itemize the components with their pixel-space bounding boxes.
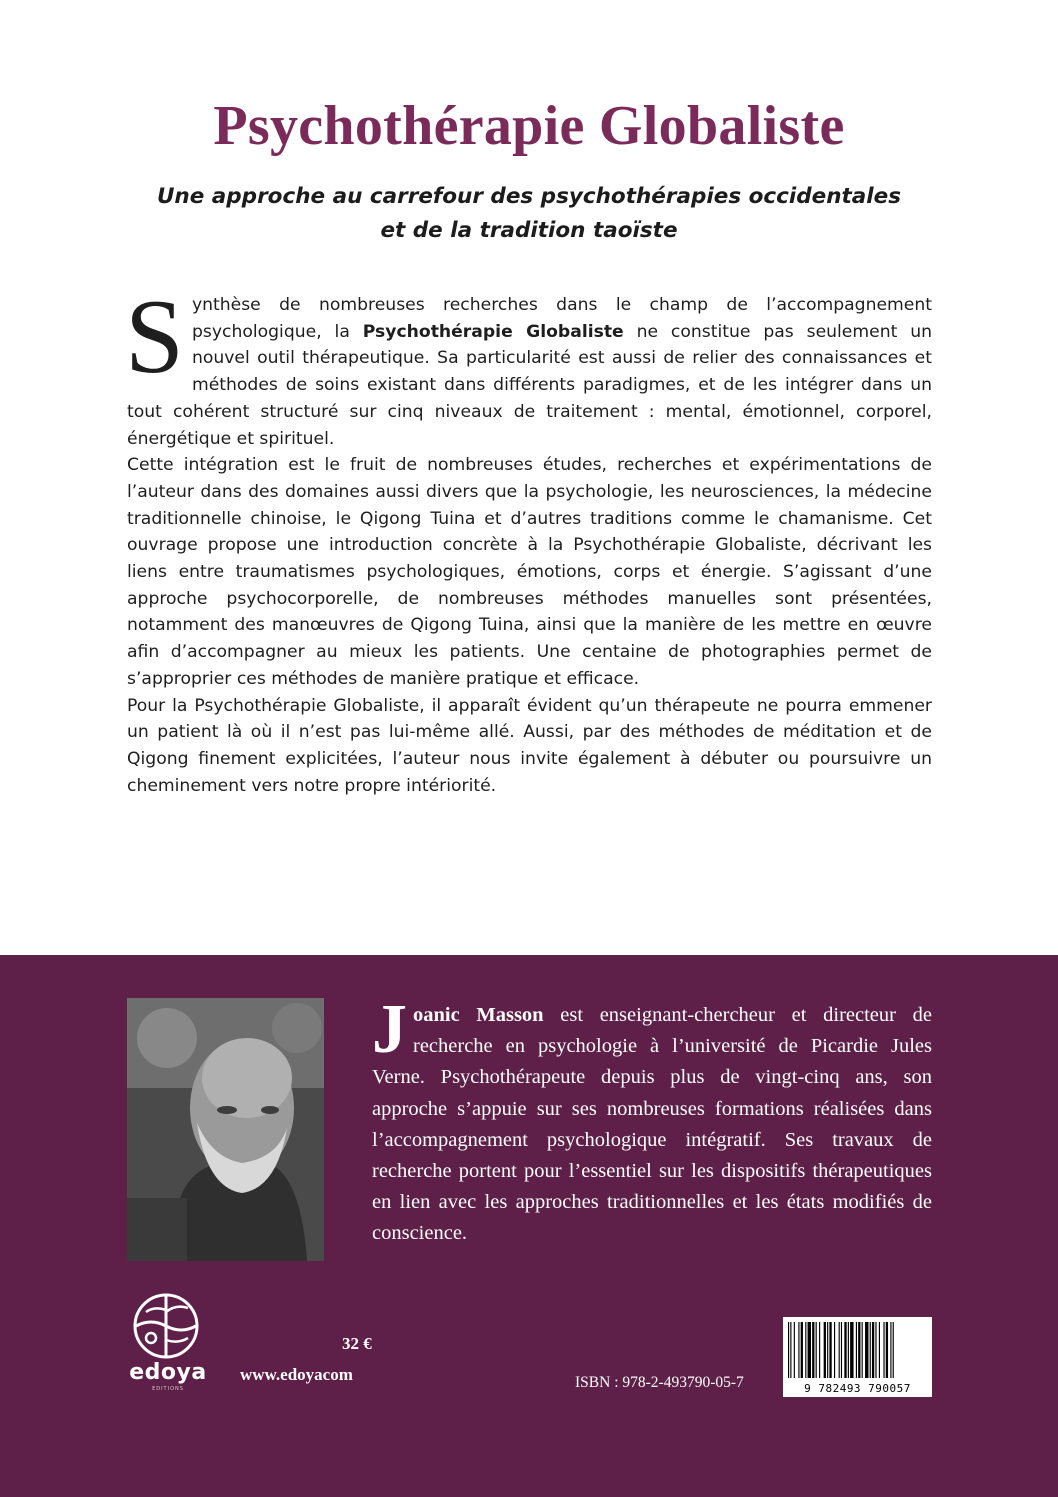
book-title: Psychothérapie Globaliste — [213, 95, 845, 157]
author-photo — [127, 998, 324, 1261]
barcode-bar — [872, 1322, 874, 1378]
barcode-bar — [798, 1322, 799, 1378]
isbn-label: ISBN : 978-2-493790-05-7 — [575, 1374, 744, 1391]
barcode-bar — [848, 1322, 849, 1378]
barcode-bars — [788, 1322, 927, 1378]
author-name: oanic Masson — [413, 1004, 544, 1026]
publisher-tagline: EDITIONS — [152, 1386, 184, 1392]
barcode-bar — [794, 1322, 795, 1378]
barcode-digits: 9 782493 790057 — [804, 1382, 911, 1395]
barcode — [783, 1317, 932, 1397]
author-drop-cap: J — [372, 991, 407, 1068]
blurb-p1-bold: Psychothérapie Globaliste — [362, 321, 624, 342]
barcode-bar — [865, 1322, 868, 1378]
barcode-bar — [790, 1322, 791, 1378]
book-subtitle — [80, 180, 978, 248]
barcode-bar — [801, 1322, 803, 1378]
publisher-website[interactable]: www.edoyacom — [240, 1365, 353, 1384]
barcode-bar — [862, 1322, 863, 1378]
barcode-bar — [829, 1322, 831, 1378]
barcode-bar — [856, 1322, 857, 1378]
barcode-bar — [870, 1322, 871, 1378]
barcode-bar — [879, 1322, 880, 1378]
blurb-paragraph-2: Cette intégration est le fruit de nombreuses études, recherches et expérimentations de l’auteur dans des domaines aussi divers que la psychologie, les neurosciences, la médecine traditionnelle chinoise, le Qigong Tuina et d’autres traditions comme le chamanisme. Cet ouvrage propose une introduction concrète à la Psychothérapie Globaliste, décrivant les liens entre traumatismes psychologiques, émotions, corps et énergie. S’agissant d’une approche psychocorporelle, de nombreuses méthodes manuelles sont présentées, notamment des manœuvres de Qigong Tuina, ainsi que la manière de les mettre en œuvre afin d’accompagner au mieux les patients. Une centaine de photographies permet de s’approprier ces méthodes de manière pratique et efficace. — [127, 455, 932, 689]
barcode-bar — [886, 1322, 888, 1378]
barcode-bar — [834, 1322, 835, 1378]
barcode-bar — [890, 1322, 891, 1378]
price: 32 € — [342, 1334, 372, 1353]
barcode-bar — [805, 1322, 806, 1378]
barcode-bar — [850, 1322, 853, 1378]
barcode-bar — [816, 1322, 817, 1378]
barcode-bar — [824, 1322, 826, 1378]
barcode-bar — [819, 1322, 820, 1378]
subtitle-line-1: Une approche au carrefour des psychothérapies occidentales — [156, 184, 902, 209]
barcode-bar — [844, 1322, 846, 1378]
barcode-bar — [841, 1322, 842, 1378]
barcode-bar — [827, 1322, 828, 1378]
barcode-bar — [858, 1322, 860, 1378]
author-bio — [372, 991, 932, 1250]
author-portrait-image — [127, 998, 324, 1261]
barcode-bar — [875, 1322, 876, 1378]
blurb — [125, 278, 932, 799]
barcode-bar — [812, 1322, 814, 1378]
barcode-bar — [808, 1322, 811, 1378]
blurb-p1-end: ne constitue pas seulement un nouvel outil thérapeutique. Sa particularité est aussi de relier des connaissances et méthodes de soins existant dans différents paradigmes, et de les intégrer dans un tout cohérent structuré sur cinq niveaux de traitement : mental, émotionnel, corporel, énergétique et spirituel. — [127, 321, 932, 449]
edoya-tree-icon — [126, 1292, 212, 1362]
blurb-paragraph-1 — [125, 278, 932, 452]
barcode-bar — [839, 1322, 840, 1378]
author-bio-text: est enseignant-chercheur et directeur de recherche en psychologie à l’université de Picardie Jules Verne. Psychothérapeute depuis plus de vingt-cinq ans, son approche s’appuie sur ses nombreuses formations réalisées dans l’accompagnement psychologique intégratif. Ses travaux de recherche portent pour l’essentiel sur les dispositifs thérapeutiques en lien avec les approches traditionnelles et les états modifiés de conscience. — [372, 1004, 932, 1245]
drop-cap-s: S — [125, 278, 184, 395]
subtitle-line-2: et de la tradition taoïste — [380, 218, 678, 243]
barcode-bar — [893, 1322, 894, 1378]
blurb-paragraph-3: Pour la Psychothérapie Globaliste, il apparaît évident qu’un thérapeute ne pourra emmener un patient là où il n’est pas lui-même allé. Aussi, par des méthodes de méditation et de Qigong finement explicitées, l’auteur nous invite également à débuter ou poursuivre un cheminement vers notre propre intériorité. — [127, 695, 932, 796]
barcode-bar — [883, 1322, 884, 1378]
barcode-bar — [788, 1322, 789, 1378]
blurb-p1-start: ynthèse de nombreuses recherches dans le champ de l’accompagnement psychologique, la — [191, 295, 932, 342]
publisher-name: edoya — [129, 1360, 207, 1385]
